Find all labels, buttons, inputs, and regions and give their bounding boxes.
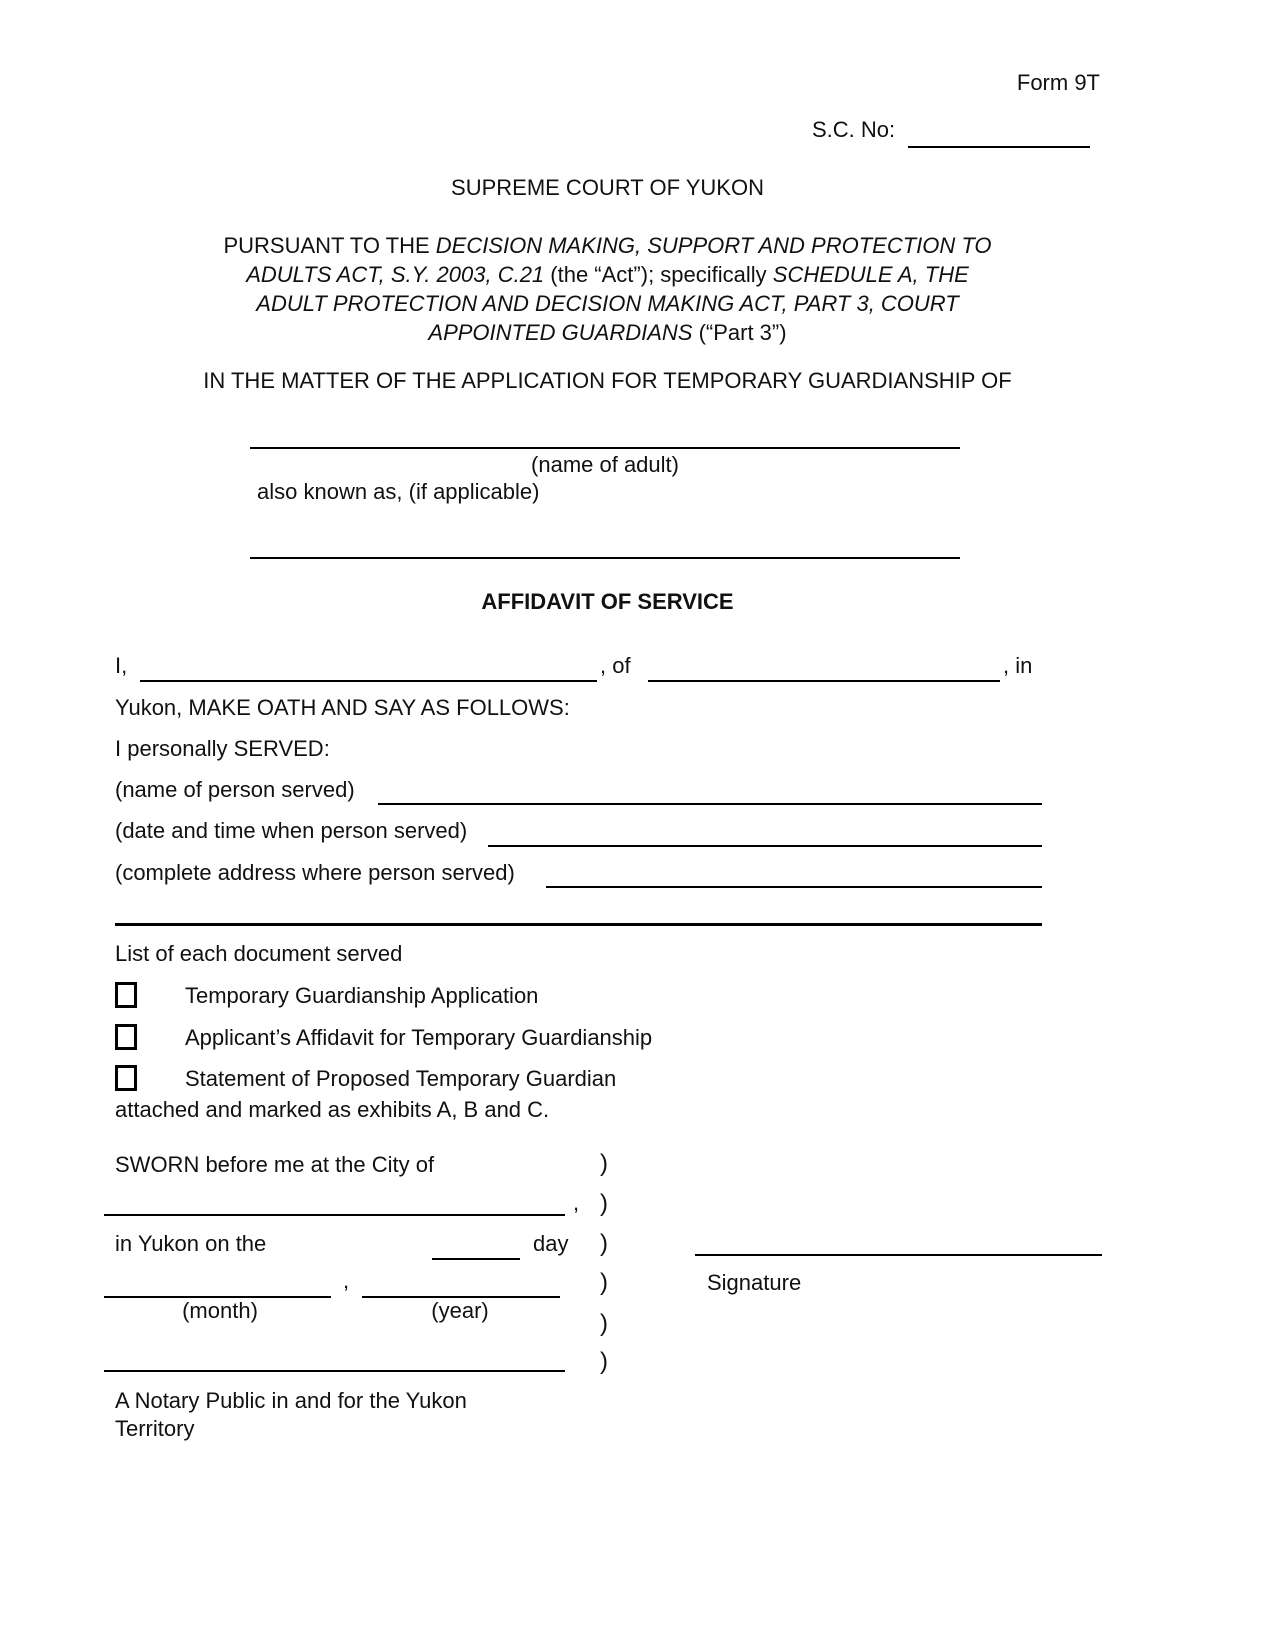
signature-label: Signature (707, 1270, 802, 1295)
date-served-field[interactable] (488, 813, 1042, 847)
section-title: AFFIDAVIT OF SERVICE (481, 589, 734, 614)
document-item: Statement of Proposed Temporary Guardian (185, 1066, 617, 1091)
adult-name-field[interactable] (250, 415, 960, 449)
document-item: Temporary Guardianship Application (185, 983, 539, 1008)
pursuant-line-3: ADULT PROTECTION AND DECISION MAKING ACT, PART 3, COURT (256, 291, 959, 316)
checkbox-temporary-guardianship-application[interactable] (115, 982, 137, 1008)
jurat-paren: ) (600, 1310, 608, 1337)
oath-i-prefix: I, (115, 653, 128, 678)
month-field[interactable] (104, 1264, 331, 1298)
person-served-label: (name of person served) (115, 777, 355, 802)
aka-label: also known as, (if applicable) (257, 479, 540, 504)
documents-heading: List of each document served (115, 941, 403, 966)
month-caption: (month) (182, 1298, 258, 1323)
jurat-paren: ) (600, 1150, 608, 1177)
form-number: Form 9T (1016, 70, 1100, 95)
deponent-name-field[interactable] (140, 648, 597, 682)
sworn-line: SWORN before me at the City of (115, 1152, 435, 1177)
notary-title-line-2: Territory (115, 1416, 195, 1441)
court-title: SUPREME COURT OF YUKON (451, 175, 764, 200)
pursuant-line-1: PURSUANT TO THE DECISION MAKING, SUPPORT AND PROTECTION TO (223, 233, 992, 258)
day-label: day (533, 1231, 569, 1256)
name-of-adult-caption: (name of adult) (531, 452, 679, 477)
in-yukon-label: in Yukon on the (115, 1231, 267, 1256)
jurat-paren: ) (600, 1269, 608, 1296)
jurat-paren: ) (600, 1190, 608, 1217)
signature-field[interactable] (695, 1222, 1102, 1256)
person-served-field[interactable] (378, 771, 1042, 805)
pursuant-line-4: APPOINTED GUARDIANS (“Part 3”) (428, 320, 787, 345)
aka-name-field[interactable] (250, 525, 960, 559)
address-served-label: (complete address where person served) (115, 860, 515, 885)
notary-signature-field[interactable] (104, 1338, 565, 1372)
city-sworn-field[interactable] (104, 1182, 565, 1216)
date-served-label: (date and time when person served) (115, 818, 468, 843)
pursuant-line-2: ADULTS ACT, S.Y. 2003, C.21 (the “Act”); specifically SCHEDULE A, THE (246, 262, 969, 287)
deponent-place-field[interactable] (648, 648, 1000, 682)
document-item: Applicant’s Affidavit for Temporary Guardianship (185, 1025, 653, 1050)
year-caption: (year) (431, 1298, 489, 1323)
address-continuation-field[interactable] (115, 890, 1042, 926)
checkbox-applicants-affidavit[interactable] (115, 1024, 137, 1050)
exhibits-line: attached and marked as exhibits A, B and C. (115, 1097, 550, 1122)
year-field[interactable] (362, 1264, 560, 1298)
notary-title-line-1: A Notary Public in and for the Yukon (115, 1388, 467, 1413)
oath-in-label: , in (1003, 653, 1033, 678)
jurat-comma: , (573, 1190, 580, 1215)
address-served-field[interactable] (546, 854, 1042, 888)
pursuant-clause (115, 231, 1100, 347)
oath-line-2: Yukon, MAKE OATH AND SAY AS FOLLOWS: (115, 695, 570, 720)
day-field[interactable] (432, 1226, 520, 1260)
served-line: I personally SERVED: (115, 736, 330, 761)
sc-number-field[interactable] (908, 112, 1090, 148)
jurat-comma: , (343, 1268, 350, 1293)
jurat-paren: ) (600, 1348, 608, 1375)
jurat-paren: ) (600, 1230, 608, 1257)
in-matter-line: IN THE MATTER OF THE APPLICATION FOR TEMPORARY GUARDIANSHIP OF (203, 368, 1012, 393)
checkbox-statement-proposed-guardian[interactable] (115, 1065, 137, 1091)
oath-of-label: , of (600, 653, 631, 678)
sc-no-label: S.C. No: (812, 117, 896, 142)
